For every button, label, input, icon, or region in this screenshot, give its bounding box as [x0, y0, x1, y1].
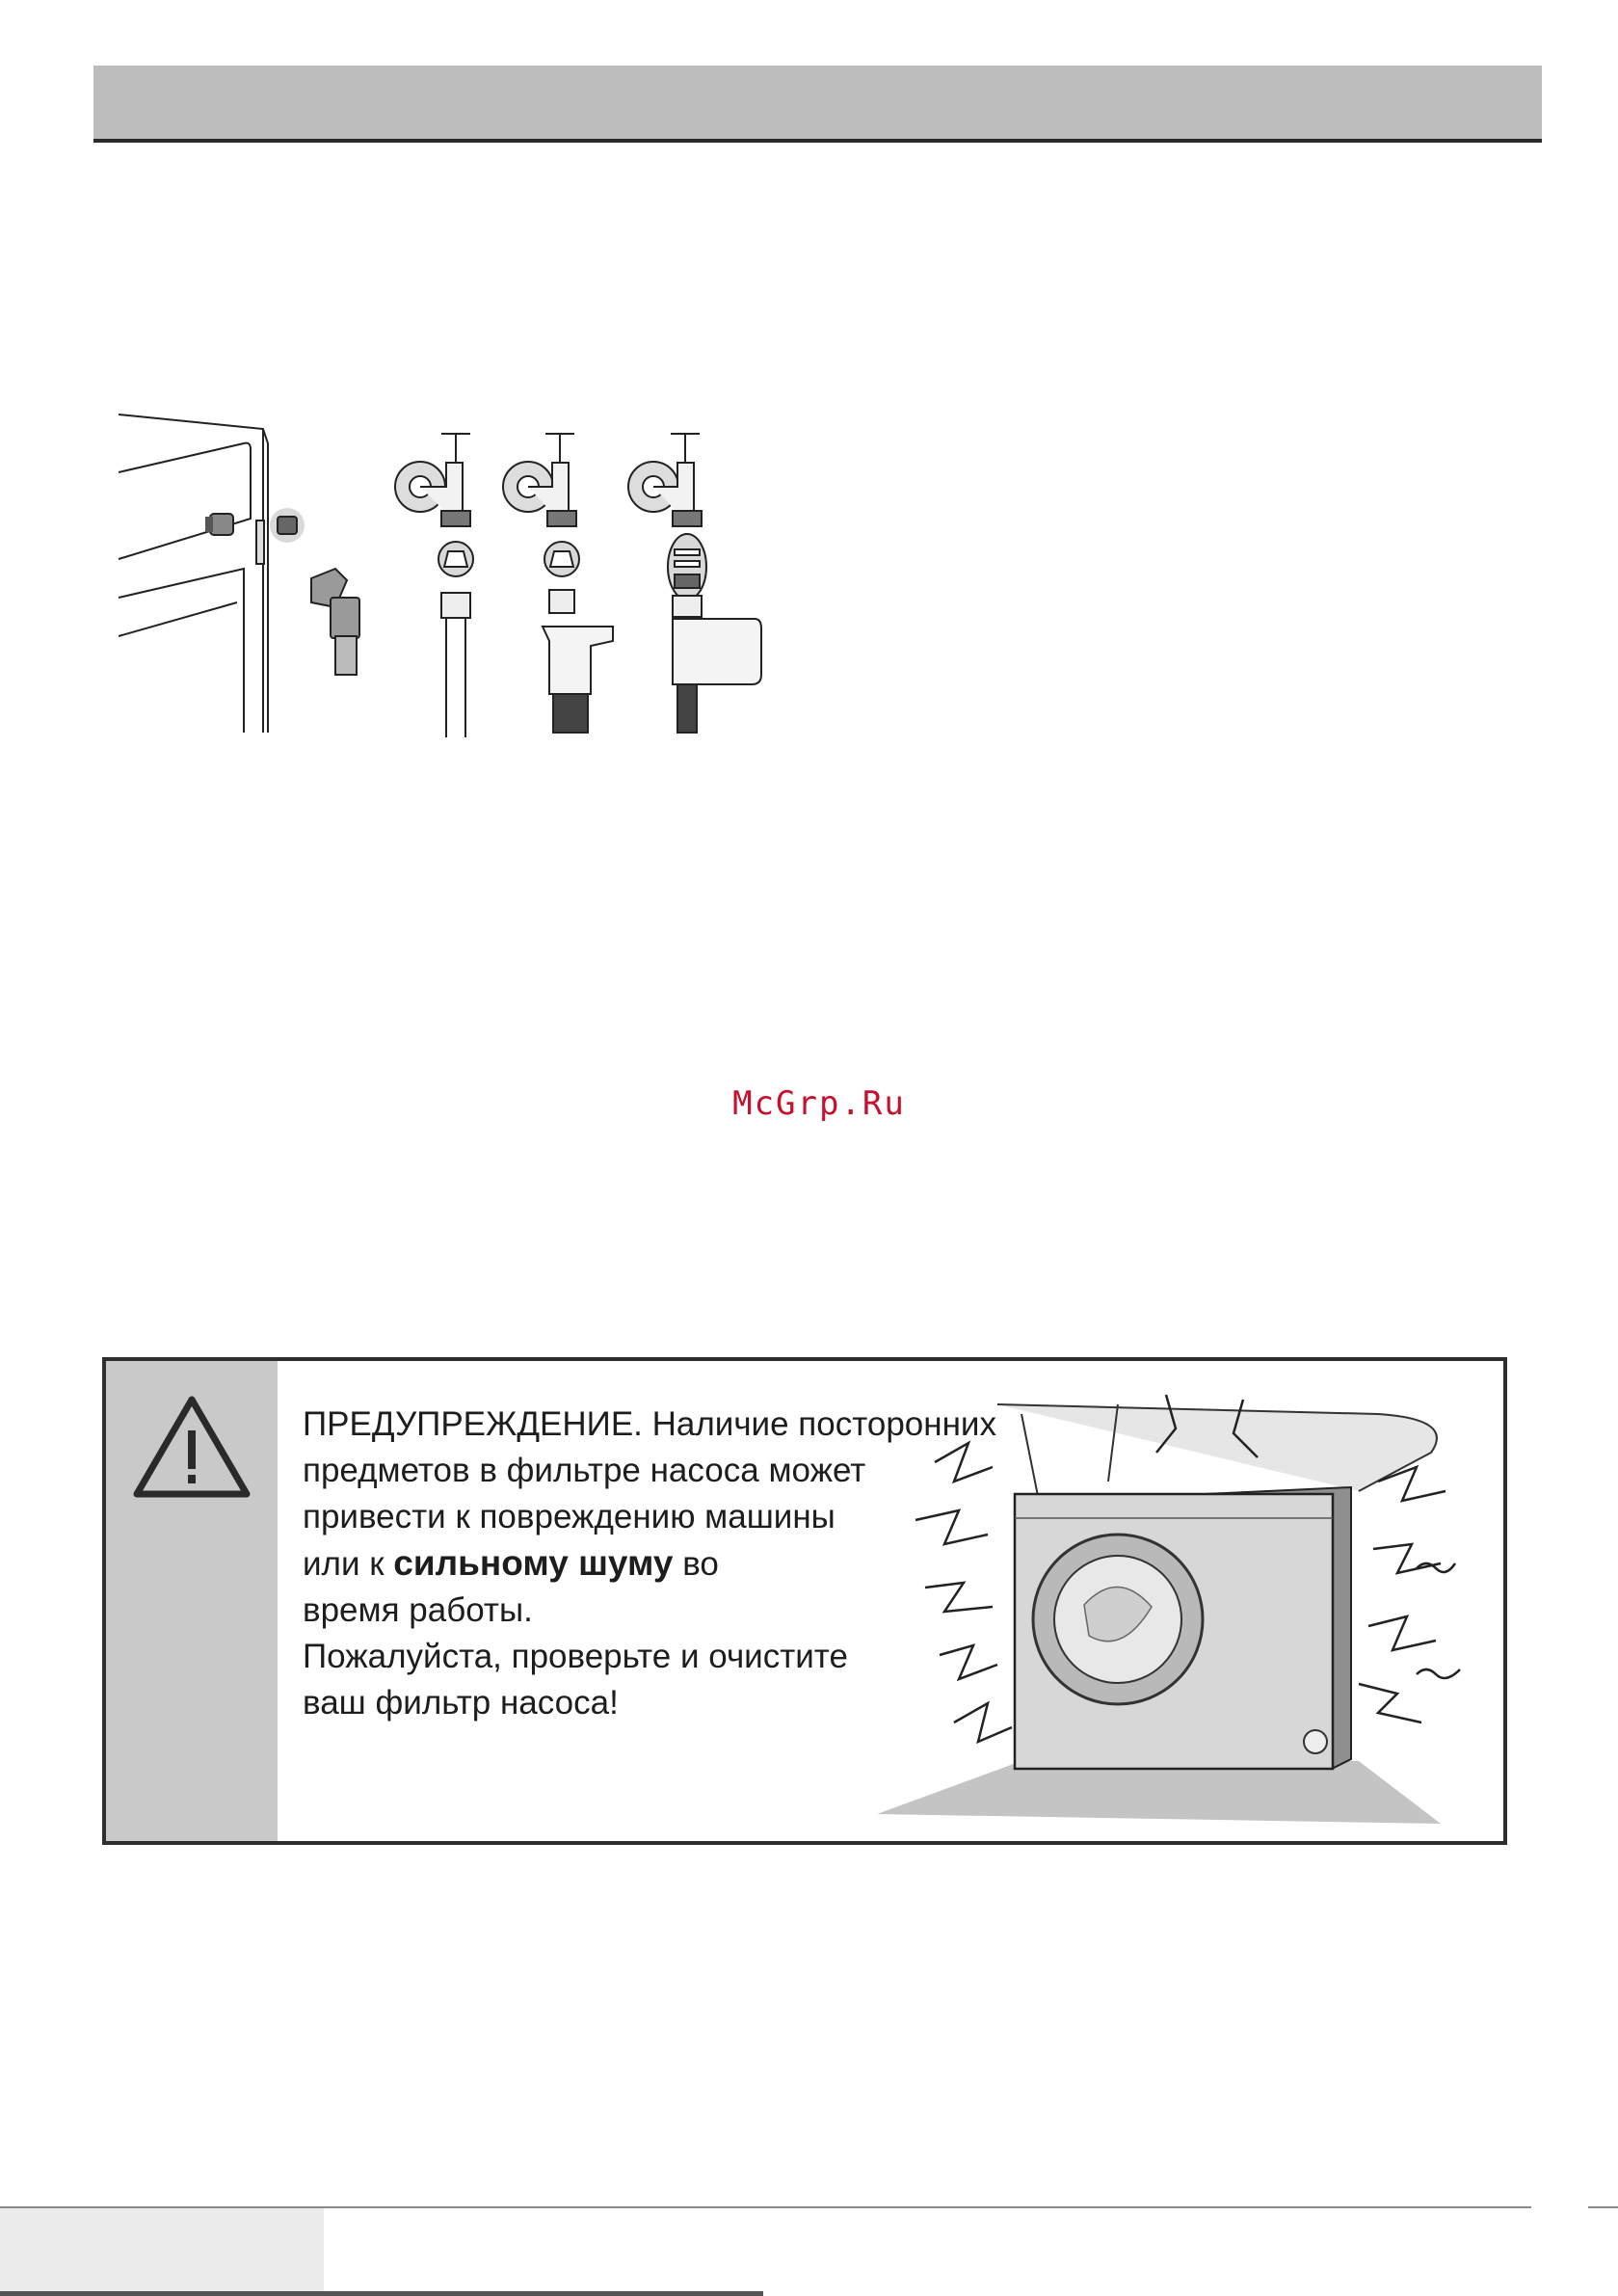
warning-notice: [102, 1357, 1507, 1845]
bottom-strip: [0, 2291, 763, 2296]
warning-line-6: Пожалуйста, проверьте и очистите: [303, 1638, 848, 1675]
warning-line-3: привести к повреждению машины: [303, 1498, 836, 1535]
footer-rule-end: [1588, 2206, 1618, 2208]
footer-tab: [0, 2208, 324, 2296]
warning-line-2: предметов в фильтре насоса может: [303, 1452, 866, 1489]
warning-triangle-icon: [131, 1394, 252, 1502]
warning-line-1: ПРЕДУПРЕЖДЕНИЕ. Наличие посторонних: [303, 1405, 996, 1443]
warning-line-5: время работы.: [303, 1591, 533, 1629]
machine-inlet-icon: [205, 514, 233, 535]
warning-emphasis: сильному шуму: [393, 1543, 674, 1583]
warning-sidebar: [106, 1361, 278, 1841]
watermark: McGrp.Ru: [732, 1084, 906, 1123]
washing-machine-icon: [1015, 1487, 1351, 1769]
warning-line-4-end: во: [673, 1545, 719, 1583]
warning-line-4-start: или к: [303, 1545, 394, 1583]
page-header-bar: [93, 66, 1542, 143]
hose-connection-illustration: [114, 405, 779, 737]
tap-2-icon: [503, 434, 613, 733]
tap-1-icon: [395, 434, 473, 737]
tap-3-icon: [628, 434, 761, 733]
warning-line-7: ваш фильтр насоса!: [303, 1684, 619, 1722]
noisy-washing-machine-illustration: [877, 1375, 1503, 1838]
